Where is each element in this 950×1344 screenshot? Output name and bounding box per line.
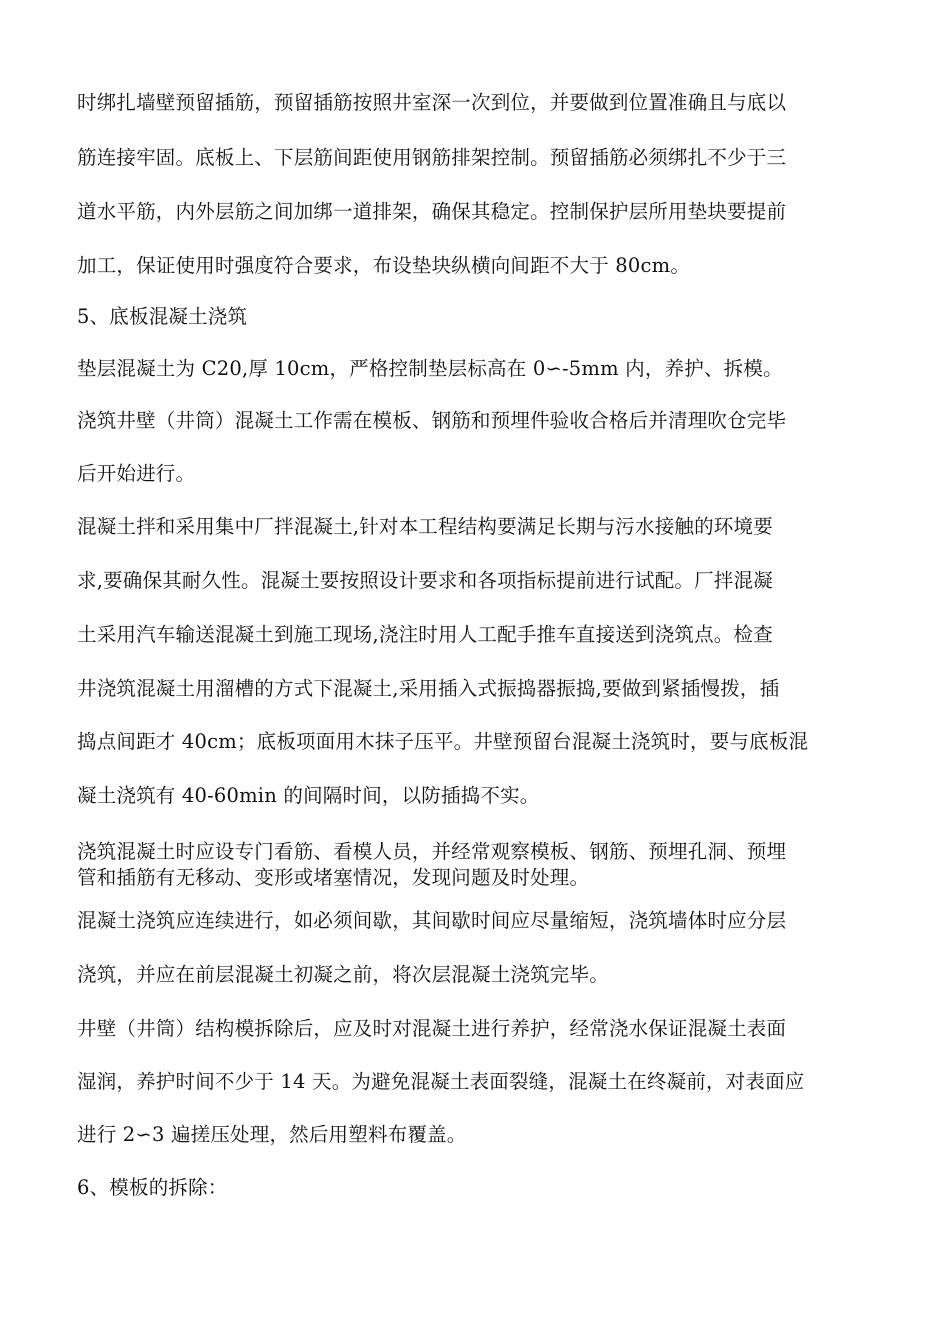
text-line: 垫层混凝土为 C20,厚 10cm，严格控制垫层标高在 0∽-5mm 内，养护、拆模。 <box>77 357 783 380</box>
text-line: 捣点间距才 40cm；底板项面用木抹子压平。井壁预留台混凝土浇筑时，要与底板混 <box>77 730 809 753</box>
text-line: 道水平筋，内外层筋之间加绑一道排架，确保其稳定。控制保护层所用垫块要提前 <box>77 200 787 223</box>
text-line: 土采用汽车输送混凝土到施工现场,浇注时用人工配手推车直接送到浇筑点。检查 <box>77 623 773 646</box>
text-line: 湿润，养护时间不少于 14 天。为避免混凝土表面裂缝，混凝土在终凝前，对表面应 <box>77 1070 805 1093</box>
text-line: 进行 2∽3 遍搓压处理，然后用塑料布覆盖。 <box>77 1123 467 1146</box>
text-line: 井浇筑混凝土用溜槽的方式下混凝土,采用插入式振捣器振捣,要做到紧插慢拨，插 <box>77 677 780 700</box>
text-line: 加工，保证使用时强度符合要求，布设垫块纵横向间距不大于 80cm。 <box>77 254 691 277</box>
text-line: 管和插筋有无移动、变形或堵塞情况，发现问题及时处理。 <box>77 866 590 889</box>
text-line: 井壁（井筒）结构模拆除后，应及时对混凝土进行养护，经常浇水保证混凝土表面 <box>77 1017 787 1040</box>
text-line: 求,要确保其耐久性。混凝土要按照设计要求和各项指标提前进行试配。厂拌混凝 <box>77 569 773 592</box>
text-line: 浇筑混凝土时应设专门看筋、看模人员，并经常观察模板、钢筋、预埋孔洞、预埋 <box>77 840 787 863</box>
text-line: 混凝土浇筑应连续进行，如必须间歇，其间歇时间应尽量缩短，浇筑墙体时应分层 <box>77 909 787 932</box>
text-line: 凝土浇筑有 40-60min 的间隔时间，以防插捣不实。 <box>77 784 540 807</box>
text-line: 浇筑井壁（井筒）混凝土工作需在模板、钢筋和预埋件验收合格后并清理吹仓完毕 <box>77 409 787 432</box>
section-heading: 5、底板混凝土浇筑 <box>77 305 248 328</box>
text-line: 时绑扎墙壁预留插筋，预留插筋按照井室深一次到位，并要做到位置准确且与底以 <box>77 91 787 114</box>
text-line: 筋连接牢固。底板上、下层筋间距使用钢筋排架控制。预留插筋必须绑扎不少于三 <box>77 146 787 169</box>
text-line: 后开始进行。 <box>77 462 196 485</box>
text-line: 浇筑，并应在前层混凝土初凝之前，将次层混凝土浇筑完毕。 <box>77 963 609 986</box>
section-heading: 6、模板的拆除： <box>77 1176 228 1199</box>
text-line: 混凝土拌和采用集中厂拌混凝土,针对本工程结构要满足长期与污水接触的环境要 <box>77 515 773 538</box>
